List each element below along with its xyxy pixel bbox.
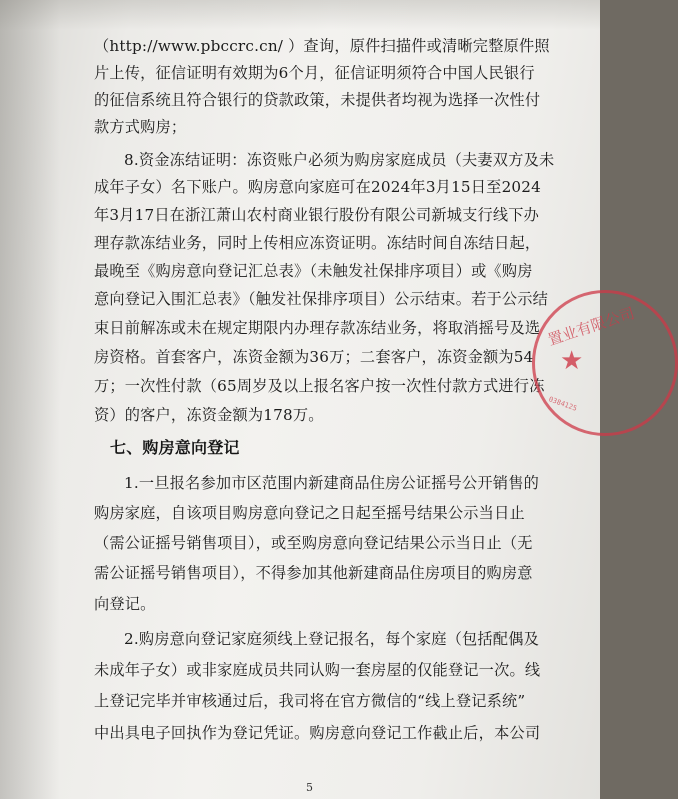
text-line: 万；一次性付款（65周岁及以上报名客户按一次性付款方式进行冻	[94, 377, 545, 395]
text-line: 理存款冻结业务，同时上传相应冻资证明。冻结时间自冻结日起，	[94, 234, 541, 252]
section-heading: 七、购房意向登记	[110, 438, 240, 457]
page-shadow-left	[0, 0, 60, 799]
seal-text: 置业有限公司	[545, 304, 637, 350]
text-line: 成年子女）名下账户。购房意向家庭可在2024年3月15日至2024	[94, 178, 542, 196]
text-line: 意向登记入围汇总表》（触发社保排序项目）公示结束。若于公示结	[94, 290, 549, 308]
page-number: 5	[306, 781, 313, 794]
page-shadow-top	[0, 0, 600, 30]
text-line: 向登记。	[94, 595, 156, 613]
text-line: 购房家庭，自该项目购房意向登记之日起至摇号结果公示当日止	[94, 504, 525, 522]
text-line: 的征信系统且符合银行的贷款政策，未提供者均视为选择一次性付	[94, 91, 541, 109]
text-line: 2.购房意向登记家庭须线上登记报名，每个家庭（包括配偶及	[124, 630, 539, 648]
seal-code: 0384125	[547, 395, 578, 413]
text-line: 8.资金冻结证明：冻资账户必须为购房家庭成员（夫妻双方及未	[124, 151, 555, 169]
text-line: 上登记完毕并审核通过后，我司将在官方微信的“线上登记系统”	[94, 692, 526, 710]
text-line: 资）的客户，冻资金额为178万。	[94, 406, 324, 424]
text-line: 束日前解冻或未在规定期限内办理存款冻结业务，将取消摇号及选	[94, 319, 541, 337]
text-line: 需公证摇号销售项目），不得参加其他新建商品住房项目的购房意	[94, 564, 533, 582]
text-line: 1.一旦报名参加市区范围内新建商品住房公证摇号公开销售的	[124, 474, 539, 492]
text-line: （需公证摇号销售项目），或至购房意向登记结果公示当日止（无	[94, 534, 533, 552]
text-line: 未成年子女）或非家庭成员共同认购一套房屋的仅能登记一次。线	[94, 661, 541, 679]
text-line: 中出具电子回执作为登记凭证。购房意向登记工作截止后，本公司	[94, 724, 541, 742]
text-line: （http://www.pbccrc.cn/ ）查询，原件扫描件或清晰完整原件照	[94, 37, 550, 55]
text-line: 款方式购房；	[94, 118, 187, 136]
text-line: 最晚至《购房意向登记汇总表》（未触发社保排序项目）或《购房	[94, 262, 533, 280]
seal-star-icon: ★	[560, 346, 584, 376]
text-line: 房资格。首套客户，冻资金额为36万；二套客户，冻资金额为54	[94, 348, 534, 366]
text-line: 年3月17日在浙江萧山农村商业银行股份有限公司新城支行线下办	[94, 206, 540, 224]
text-line: 片上传，征信证明有效期为6个月，征信证明须符合中国人民银行	[94, 64, 535, 82]
